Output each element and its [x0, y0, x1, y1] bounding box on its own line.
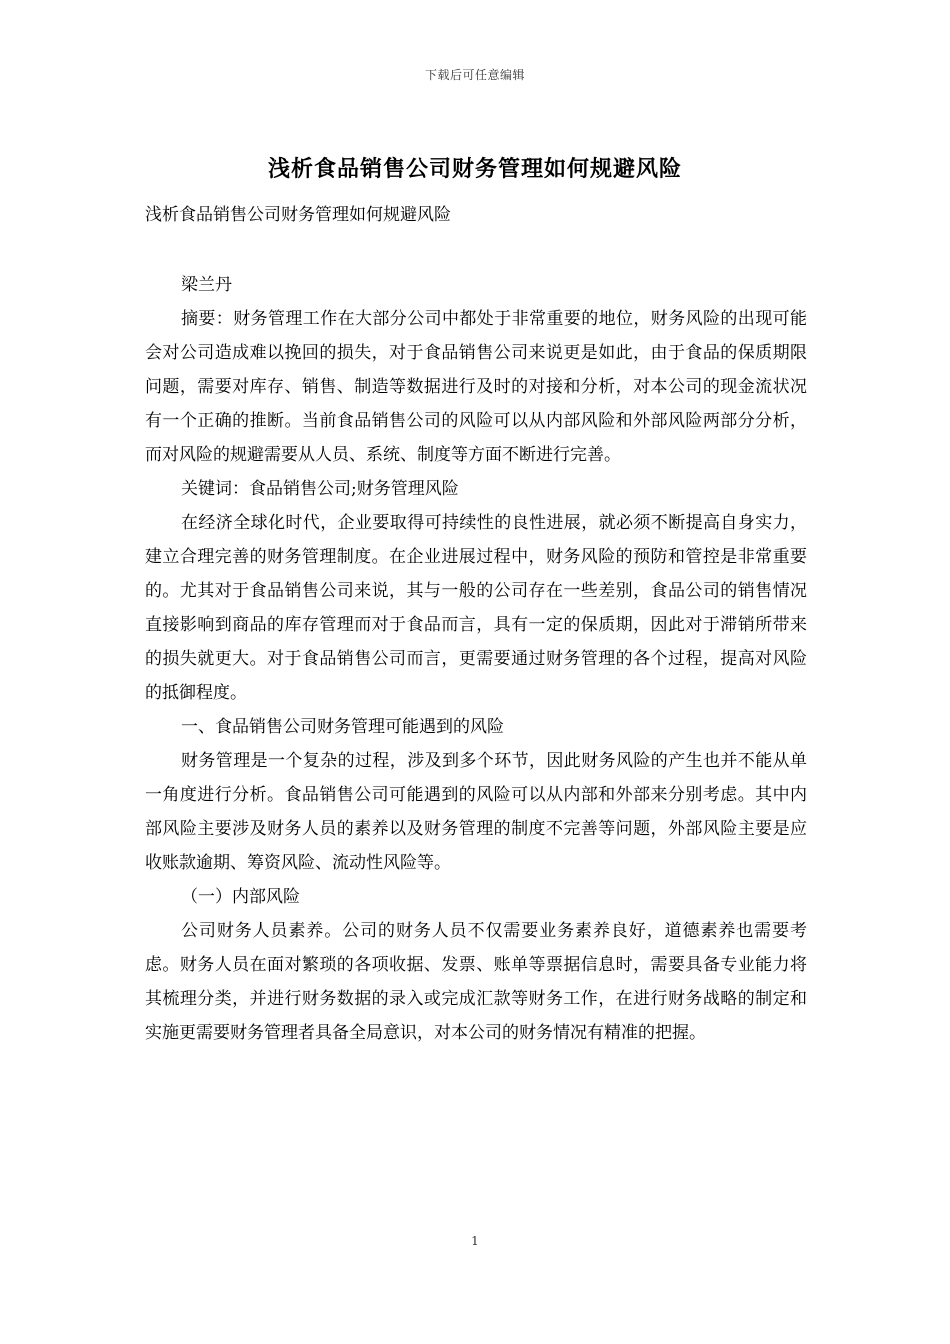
page-number: 1	[471, 1234, 479, 1248]
subsection-heading: （一）内部风险	[181, 887, 300, 907]
section-heading: 一、食品销售公司财务管理可能遇到的风险	[181, 717, 504, 737]
document-title: 浅析食品销售公司财务管理如何规避风险	[267, 156, 682, 182]
document-subtitle: 浅析食品销售公司财务管理如何规避风险	[145, 205, 451, 225]
author-name: 梁兰丹	[181, 275, 232, 295]
document-body	[145, 198, 807, 1050]
page-header: 下载后可任意编辑	[424, 68, 525, 82]
section-paragraph: 财务管理是一个复杂的过程，涉及到多个环节，因此财务风险的产生也并不能从单一角度进行分析。食品销售公司可能遇到的风险可以从内部和外部来分别考虑。其中内部风险主要涉及财务人员的素养以及财务管理的制度不完善等问题，外部风险主要是应收账款逾期、筹资风险、流动性风险等。	[145, 751, 807, 873]
intro-paragraph: 在经济全球化时代，企业要取得可持续性的良性进展，就必须不断提高自身实力，建立合理完善的财务管理制度。在企业进展过程中，财务风险的预防和管控是非常重要的。尤其对于食品销售公司来说，其与一般的公司存在一些差别，食品公司的销售情况直接影响到商品的库存管理而对于食品而言，具有一定的保质期，因此对于滞销所带来的损失就更大。对于食品销售公司而言，更需要通过财务管理的各个过程，提高对风险的抵御程度。	[145, 513, 807, 703]
abstract-paragraph: 摘要：财务管理工作在大部分公司中都处于非常重要的地位，财务风险的出现可能会对公司造成难以挽回的损失，对于食品销售公司来说更是如此，由于食品的保质期限问题，需要对库存、销售、制造等数据进行及时的对接和分析，对本公司的现金流状况有一个正确的推断。当前食品销售公司的风险可以从内部风险和外部风险两部分分析，而对风险的规避需要从人员、系统、制度等方面不断进行完善。	[145, 309, 807, 465]
keywords-line: 关键词：食品销售公司;财务管理风险	[181, 479, 459, 499]
subsection-paragraph: 公司财务人员素养。公司的财务人员不仅需要业务素养良好，道德素养也需要考虑。财务人员在面对繁琐的各项收据、发票、账单等票据信息时，需要具备专业能力将其梳理分类，并进行财务数据的录入或完成汇款等财务工作，在进行财务战略的制定和实施更需要财务管理者具备全局意识，对本公司的财务情况有精准的把握。	[145, 921, 807, 1043]
